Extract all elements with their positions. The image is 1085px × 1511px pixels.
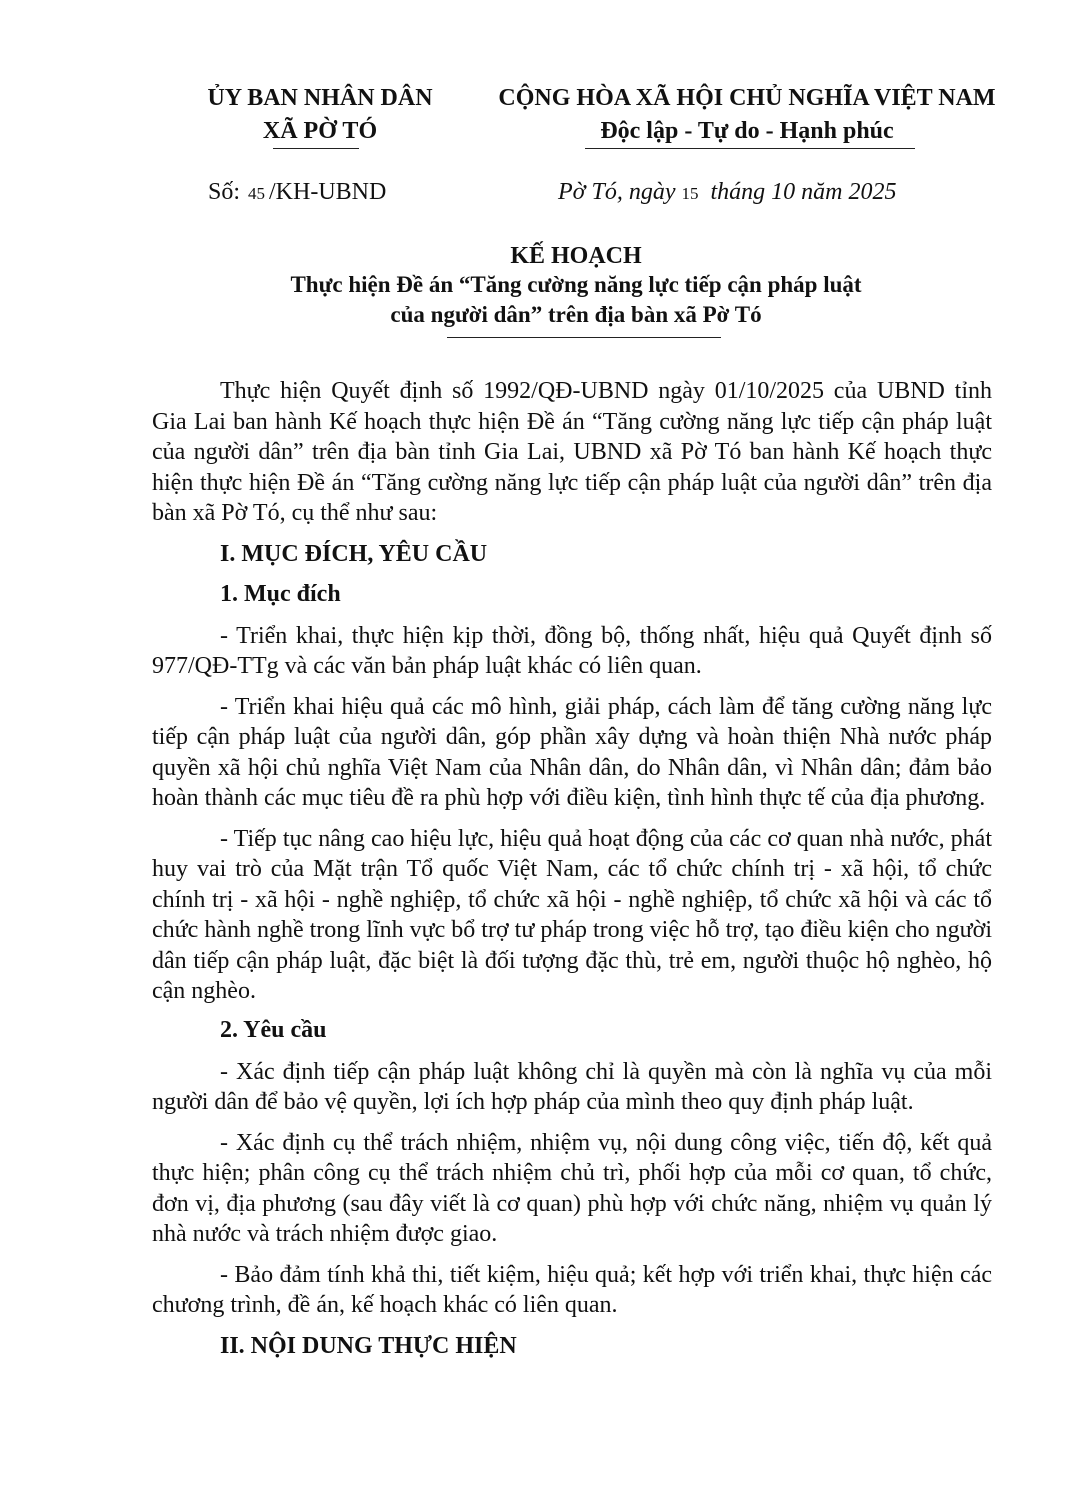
title-main: KẾ HOẠCH (510, 243, 642, 269)
agency-name: ỦY BAN NHÂN DÂN (207, 85, 433, 111)
issuing-agency (170, 82, 470, 148)
document-title (160, 242, 992, 330)
purpose-item: - Triển khai, thực hiện kịp thời, đồng bộ, thống nhất, hiệu quả Quyết định số 977/QĐ-TTg và các văn bản pháp luật khác có liên quan. (152, 622, 992, 679)
motto-underline (585, 148, 915, 149)
requirement-item: - Xác định tiếp cận pháp luật không chỉ là quyền mà còn là nghĩa vụ của mỗi người dân để bảo vệ quyền, lợi ích hợp pháp của mình theo quy định pháp luật. (152, 1058, 992, 1115)
title-sub-line1: Thực hiện Đề án “Tăng cường năng lực tiếp cận pháp luật (290, 272, 862, 297)
subsection-requirements-heading: 2. Yêu cầu (220, 1016, 327, 1043)
document-date (558, 177, 896, 209)
intro-paragraph: Thực hiện Quyết định số 1992/QĐ-UBND ngày 01/10/2025 của UBND tỉnh Gia Lai ban hành Kế hoạch thực hiện Đề án “Tăng cường năng lực tiếp cận pháp luật của người dân” trên địa bàn tỉnh Gia Lai, UBND xã Pờ Tó ban hành Kế hoạch thực hiện thực hiện Đề án “Tăng cường năng lực tiếp cận pháp luật của người dân” trên địa bàn xã Pờ Tó, cụ thể như sau: (152, 378, 992, 526)
document-body (152, 376, 992, 1363)
agency-underline (273, 148, 359, 149)
nation-name: CỘNG HÒA XÃ HỘI CHỦ NGHĨA VIỆT NAM (498, 85, 996, 111)
date-prefix: Pờ Tó, ngày (558, 179, 676, 205)
national-motto (478, 82, 1016, 148)
motto: Độc lập - Tự do - Hạnh phúc (600, 118, 894, 144)
date-suffix: tháng 10 năm 2025 (710, 179, 897, 205)
title-sub-line2: của người dân” trên địa bàn xã Pờ Tó (390, 302, 762, 327)
date-day: 15 (681, 184, 699, 203)
requirement-item: - Bảo đảm tính khả thi, tiết kiệm, hiệu quả; kết hợp với triển khai, thực hiện các chương trình, đề án, kế hoạch khác có liên quan. (152, 1261, 992, 1318)
document-number (208, 177, 386, 209)
section-1-heading: I. MỤC ĐÍCH, YÊU CẦU (220, 540, 488, 567)
number-value: 45 (248, 184, 266, 203)
purpose-item: - Tiếp tục nâng cao hiệu lực, hiệu quả hoạt động của các cơ quan nhà nước, phát huy vai trò của Mặt trận Tổ quốc Việt Nam, các tổ chức chính trị - xã hội, tổ chức chính trị - xã hội - nghề nghiệp, tổ chức xã hội - nghề nghiệp, tổ chức xã hội và các tổ chức hành nghề trong lĩnh vực bổ trợ tư pháp trong việc hỗ trợ, tạo điều kiện cho người dân tiếp cận pháp luật, đặc biệt là đối tượng đặc thù, trẻ em, người thuộc hộ nghèo, hộ cận nghèo. (152, 825, 992, 1004)
subsection-purpose-heading: 1. Mục đích (220, 580, 341, 607)
purpose-item: - Triển khai hiệu quả các mô hình, giải pháp, cách làm để tăng cường năng lực tiếp cận pháp luật của người dân, góp phần xây dựng và hoàn thiện Nhà nước pháp quyền xã hội chủ nghĩa Việt Nam của Nhân dân, do Nhân dân, vì Nhân dân; đảm bảo hoàn thành các mục tiêu đề ra phù hợp với điều kiện, tình hình thực tế của địa phương. (152, 693, 992, 811)
requirement-item: - Xác định cụ thể trách nhiệm, nhiệm vụ, nội dung công việc, tiến độ, kết quả thực hiện; phân công cụ thể trách nhiệm chủ trì, phối hợp của mỗi cơ quan, tổ chức, đơn vị, địa phương (sau đây viết là cơ quan) phù hợp với chức năng, nhiệm vụ quản lý nhà nước và trách nhiệm được giao. (152, 1129, 992, 1247)
number-prefix: Số: (208, 179, 241, 205)
section-2-heading: II. NỘI DUNG THỰC HIỆN (220, 1332, 517, 1359)
number-suffix: /KH-UBND (269, 179, 387, 205)
title-underline (447, 337, 721, 338)
agency-commune: XÃ PỜ TÓ (262, 118, 378, 144)
